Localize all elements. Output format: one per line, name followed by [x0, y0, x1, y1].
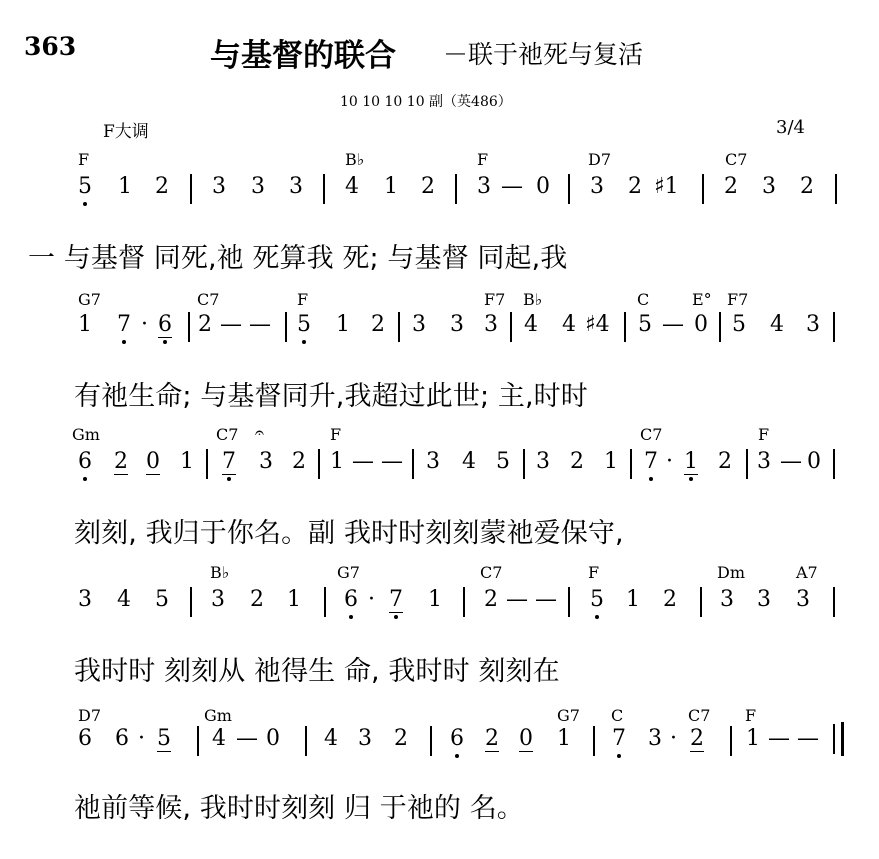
chord: C [637, 290, 650, 309]
chord: C7 [197, 290, 220, 309]
chord: E° [692, 290, 712, 309]
chord: D7 [78, 706, 102, 725]
chord: F [745, 706, 757, 725]
chord: F [78, 150, 90, 169]
chord: G7 [557, 706, 580, 725]
chord: F [297, 290, 309, 309]
chord: F [588, 563, 600, 582]
time-signature: 3/4 [776, 117, 805, 138]
lyric-line: 有祂生命; 与基督同升,我超过此世; 主,时时 [74, 381, 588, 412]
chord: B♭ [345, 150, 365, 169]
chord: F [477, 150, 489, 169]
chord: C7 [725, 150, 748, 169]
chord: Dm [717, 563, 745, 582]
chord: B♭ [210, 563, 230, 582]
chord: G7 [337, 563, 360, 582]
hymn-title: 与基督的联合 [210, 38, 396, 74]
chord: F [330, 425, 342, 444]
fermata-icon: 𝄐 [255, 423, 264, 442]
lyric-line: 一 与基督 同死,祂 死算我 死; 与基督 同起,我 [28, 243, 568, 274]
chord: G7 [78, 290, 101, 309]
chord: F7 [727, 290, 749, 309]
chord: F [758, 425, 770, 444]
chord: B♭ [523, 290, 543, 309]
lyric-line: 我时时 刻刻从 祂得生 命, 我时时 刻刻在 [74, 656, 560, 687]
chord: C7 [688, 706, 711, 725]
hymn-number: 363 [24, 32, 77, 61]
chord: F7 [484, 290, 506, 309]
key-signature: F大调 [103, 122, 149, 142]
chord: C7 [216, 425, 239, 444]
chord: C7 [640, 425, 663, 444]
chord: D7 [588, 150, 612, 169]
meter-line: 10 10 10 10 副（英486） [340, 94, 512, 110]
chord: Gm [72, 425, 100, 444]
chord: C7 [480, 563, 503, 582]
chord: C [611, 706, 624, 725]
lyric-line: 刻刻, 我归于你名。副 我时时刻刻蒙祂爱保守, [74, 518, 624, 549]
hymn-subtitle: －联于祂死与复活 [443, 40, 644, 69]
lyric-line: 祂前等候, 我时时刻刻 归 于祂的 名。 [74, 793, 524, 824]
chord: Gm [204, 706, 232, 725]
chord: A7 [796, 563, 818, 582]
